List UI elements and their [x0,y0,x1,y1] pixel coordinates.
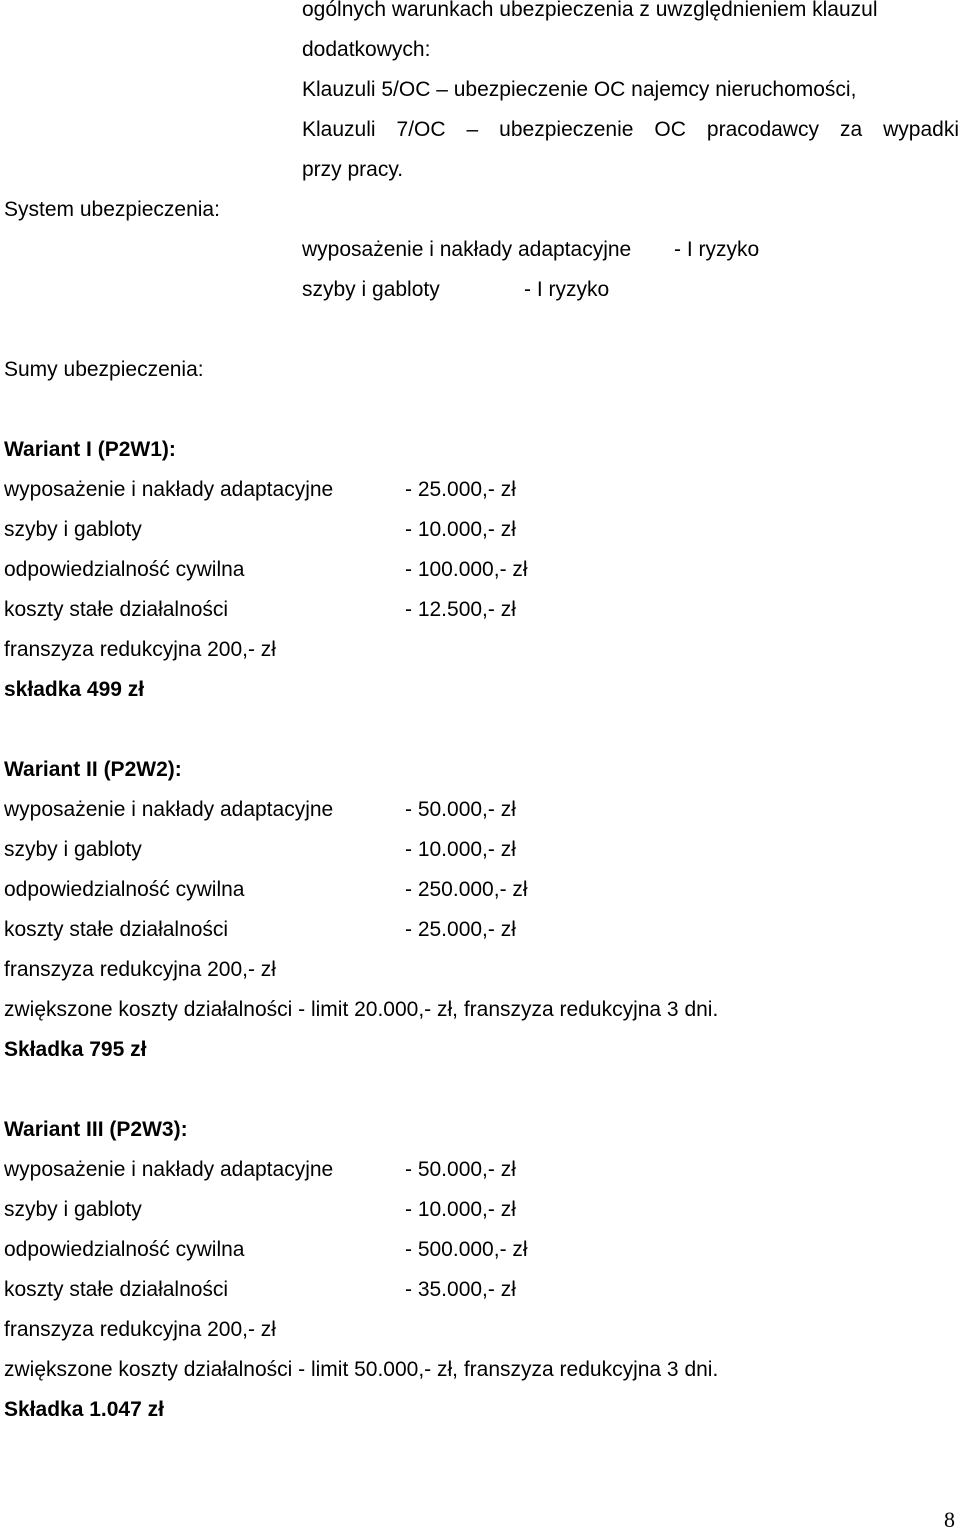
coverage-name: wyposażenie i nakłady adaptacyjne [4,1158,334,1181]
coverage-value: - 250.000,- zł [405,878,528,901]
system-item-value: - I ryzyko [524,278,610,301]
extra-coverage-line: zwiększone koszty działalności - limit 20.000,- zł, franszyza redukcyjna 3 dni. [4,998,719,1021]
franchise-line: franszyza redukcyjna 200,- zł [4,1318,276,1341]
coverage-value: - 50.000,- zł [405,798,516,821]
coverage-value: - 25.000,- zł [405,478,516,501]
coverage-name: koszty stałe działalności [4,598,229,621]
extra-coverage-line: zwiększone koszty działalności - limit 50.000,- zł, franszyza redukcyjna 3 dni. [4,1358,719,1381]
sums-label: Sumy ubezpieczenia: [4,358,204,381]
franchise-line: franszyza redukcyjna 200,- zł [4,958,276,981]
system-item-value: - I ryzyko [674,238,760,261]
coverage-value: - 35.000,- zł [405,1278,516,1301]
clause-line: Klauzuli 5/OC – ubezpieczenie OC najemcy nieruchomości, [302,78,857,101]
variant-title: Wariant III (P2W3): [4,1118,188,1141]
system-item-name: szyby i gabloty [302,278,440,301]
variant-title: Wariant II (P2W2): [4,758,182,781]
coverage-name: szyby i gabloty [4,1198,142,1221]
clause-line: przy pracy. [302,158,404,181]
coverage-value: - 25.000,- zł [405,918,516,941]
coverage-name: szyby i gabloty [4,518,142,541]
coverage-value: - 10.000,- zł [405,1198,516,1221]
coverage-name: koszty stałe działalności [4,1278,229,1301]
coverage-name: szyby i gabloty [4,838,142,861]
coverage-value: - 500.000,- zł [405,1238,528,1261]
clause-line: Klauzuli 7/OC – ubezpieczenie OC pracodawcy za wypadki [302,118,959,141]
page-number: 8 [944,1507,955,1532]
variant-title: Wariant I (P2W1): [4,438,176,461]
franchise-line: franszyza redukcyjna 200,- zł [4,638,276,661]
coverage-name: odpowiedzialność cywilna [4,878,245,901]
clause-line: ogólnych warunkach ubezpieczenia z uwzględnieniem klauzul [302,0,878,21]
coverage-name: odpowiedzialność cywilna [4,558,245,581]
premium-line: składka 499 zł [4,678,145,701]
coverage-value: - 50.000,- zł [405,1158,516,1181]
coverage-name: odpowiedzialność cywilna [4,1238,245,1261]
coverage-name: wyposażenie i nakłady adaptacyjne [4,478,334,501]
coverage-value: - 100.000,- zł [405,558,528,581]
coverage-value: - 10.000,- zł [405,518,516,541]
coverage-name: wyposażenie i nakłady adaptacyjne [4,798,334,821]
coverage-value: - 10.000,- zł [405,838,516,861]
system-label: System ubezpieczenia: [4,198,220,221]
premium-line: Składka 795 zł [4,1038,147,1061]
coverage-value: - 12.500,- zł [405,598,516,621]
coverage-name: koszty stałe działalności [4,918,229,941]
premium-line: Składka 1.047 zł [4,1398,164,1421]
system-item-name: wyposażenie i nakłady adaptacyjne [302,238,632,261]
clause-line: dodatkowych: [302,38,431,61]
